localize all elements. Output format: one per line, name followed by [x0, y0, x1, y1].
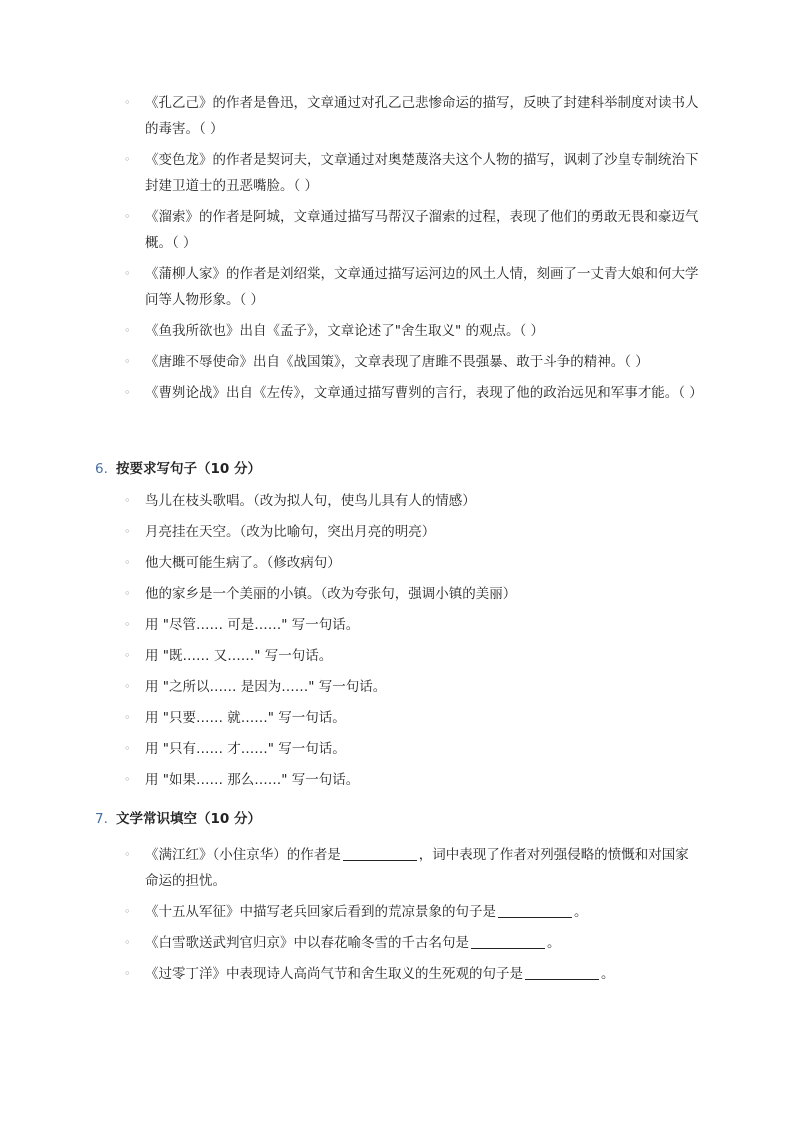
text-after-blank: 。 — [601, 966, 615, 982]
bullet-icon: ◦ — [124, 967, 131, 980]
item-text — [145, 899, 702, 925]
bullet-icon: ◦ — [124, 525, 131, 538]
list-item — [0, 147, 794, 199]
item-text: 《变色龙》的作者是契诃夫，文章通过对奥楚蔑洛夫这个人物的描写，讽刺了沙皇专制统治下封建卫道士的丑恶嘴脸。（ ） — [145, 152, 699, 194]
text-after-blank: 。 — [574, 904, 588, 920]
bullet-icon: ◦ — [124, 556, 131, 569]
bullet-icon: ◦ — [124, 587, 131, 600]
item-text: 《唐雎不辱使命》出自《战国策》，文章表现了唐雎不畏强暴、敢于斗争的精神。（ ） — [145, 354, 649, 370]
list-item — [0, 612, 794, 638]
bullet-icon: ◦ — [124, 848, 131, 861]
section-7 — [0, 806, 794, 992]
section-title: 文学常识填空（10 分） — [116, 811, 261, 827]
bullet-icon: ◦ — [124, 711, 131, 724]
text-before-blank: 《过零丁洋》中表现诗人高尚气节和舍生取义的生死观的句子是 — [145, 966, 523, 982]
bullet-icon: ◦ — [124, 210, 131, 223]
list-item — [0, 349, 794, 375]
bullet-icon: ◦ — [124, 355, 131, 368]
item-text: 《鱼我所欲也》出自《孟子》，文章论述了"舍生取义" 的观点。（ ） — [145, 323, 545, 339]
bullet-icon: ◦ — [124, 494, 131, 507]
list-item — [0, 736, 794, 762]
text-after-blank: ，词中表现了作者对列强侵略的愤慨和对国家命运的担忧。 — [145, 847, 689, 889]
text-after-blank: 。 — [547, 935, 561, 951]
bullet-icon: ◦ — [124, 680, 131, 693]
section-title: 按要求写句子（10 分） — [116, 461, 261, 477]
item-text: 用 "只要…… 就……" 写一句话。 — [145, 710, 346, 726]
list-item — [0, 380, 794, 406]
answer-blank[interactable] — [498, 903, 572, 918]
item-text: 《曹刿论战》出自《左传》，文章通过描写曹刿的言行，表现了他的政治远见和军事才能。（ ） — [145, 385, 703, 401]
item-text — [145, 842, 702, 894]
bullet-icon: ◦ — [124, 386, 131, 399]
bullet-icon: ◦ — [124, 267, 131, 280]
list-item — [0, 705, 794, 731]
item-text: 用 "只有…… 才……" 写一句话。 — [145, 741, 346, 757]
item-text: 用 "之所以…… 是因为……" 写一句话。 — [145, 679, 387, 695]
list-item — [0, 318, 794, 344]
item-text: 他大概可能生病了。（修改病句） — [145, 555, 341, 571]
section-heading — [0, 806, 794, 832]
item-text — [145, 930, 702, 956]
item-text: 月亮挂在天空。（改为比喻句，突出月亮的明亮） — [145, 524, 436, 540]
bullet-icon: ◦ — [124, 742, 131, 755]
bullet-icon: ◦ — [124, 649, 131, 662]
answer-blank[interactable] — [471, 934, 545, 949]
bullet-icon: ◦ — [124, 153, 131, 166]
item-text: 用 "如果…… 那么……" 写一句话。 — [145, 772, 360, 788]
list-item — [0, 930, 794, 956]
section-heading — [0, 456, 794, 482]
list-item — [0, 674, 794, 700]
section-6 — [0, 456, 794, 798]
list-item — [0, 643, 794, 669]
item-text: 《蒲柳人家》的作者是刘绍棠，文章通过描写运河边的风土人情，刻画了一丈青大娘和何大学问等人物形象。（ ） — [145, 266, 699, 308]
list-item — [0, 90, 794, 142]
text-before-blank: 《白雪歌送武判官归京》中以春花喻冬雪的千古名句是 — [145, 935, 469, 951]
list-item — [0, 519, 794, 545]
bullet-icon: ◦ — [124, 618, 131, 631]
item-text: 他的家乡是一个美丽的小镇。（改为夸张句，强调小镇的美丽） — [145, 586, 517, 602]
list-item — [0, 899, 794, 925]
list-item — [0, 204, 794, 256]
sentence-task-list — [0, 488, 794, 793]
judgement-question-list — [0, 90, 794, 411]
list-item — [0, 961, 794, 987]
item-text: 《孔乙己》的作者是鲁迅，文章通过对孔乙己悲惨命运的描写，反映了封建科举制度对读书人的毒害。（ ） — [145, 95, 699, 137]
answer-blank[interactable] — [525, 965, 599, 980]
bullet-icon: ◦ — [124, 936, 131, 949]
text-before-blank: 《十五从军征》中描写老兵回家后看到的荒凉景象的句子是 — [145, 904, 496, 920]
text-before-blank: 《满江红》（小住京华）的作者是 — [145, 847, 341, 863]
list-item — [0, 550, 794, 576]
list-item — [0, 767, 794, 793]
item-text: 《溜索》的作者是阿城，文章通过描写马帮汉子溜索的过程，表现了他们的勇敢无畏和豪迈气概。（ ） — [145, 209, 699, 251]
list-item — [0, 261, 794, 313]
list-item — [0, 488, 794, 514]
answer-blank[interactable] — [343, 846, 417, 861]
item-text: 用 "尽管…… 可是……" 写一句话。 — [145, 617, 360, 633]
section-number: 7. — [95, 811, 108, 827]
item-text: 用 "既…… 又……" 写一句话。 — [145, 648, 333, 664]
list-item — [0, 842, 794, 894]
section-number: 6. — [95, 461, 108, 477]
bullet-icon: ◦ — [124, 905, 131, 918]
fill-blank-list — [0, 842, 794, 987]
bullet-icon: ◦ — [124, 96, 131, 109]
bullet-icon: ◦ — [124, 773, 131, 786]
bullet-icon: ◦ — [124, 324, 131, 337]
item-text: 鸟儿在枝头歌唱。（改为拟人句，使鸟儿具有人的情感） — [145, 493, 476, 509]
item-text — [145, 961, 702, 987]
list-item — [0, 581, 794, 607]
